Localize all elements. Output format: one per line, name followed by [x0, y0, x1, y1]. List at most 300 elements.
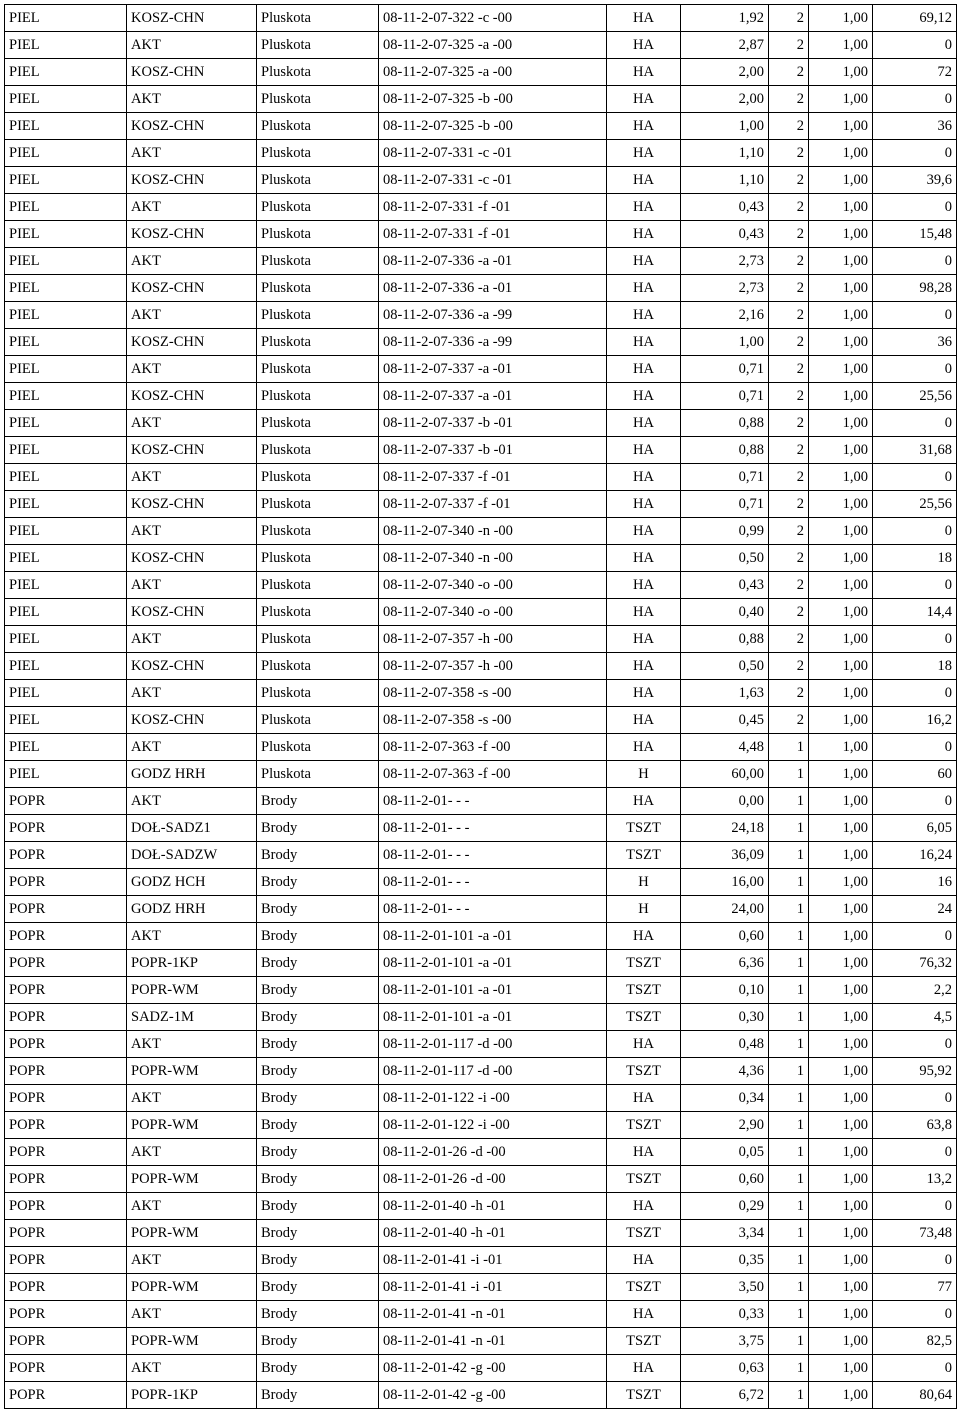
- coefficient-cell: 1,00: [809, 653, 873, 680]
- quantity-cell: 2,16: [681, 302, 769, 329]
- category-cell: POPR: [5, 842, 127, 869]
- category-cell: POPR: [5, 1247, 127, 1274]
- count-cell: 2: [769, 599, 809, 626]
- category-cell: PIEL: [5, 383, 127, 410]
- coefficient-cell: 1,00: [809, 1166, 873, 1193]
- forest-unit-cell: Pluskota: [257, 383, 379, 410]
- forest-unit-cell: Pluskota: [257, 518, 379, 545]
- coefficient-cell: 1,00: [809, 977, 873, 1004]
- quantity-cell: 0,88: [681, 437, 769, 464]
- value-cell: 0: [873, 788, 957, 815]
- value-cell: 6,05: [873, 815, 957, 842]
- unit-cell: TSZT: [607, 1274, 681, 1301]
- unit-cell: HA: [607, 464, 681, 491]
- unit-cell: TSZT: [607, 842, 681, 869]
- value-cell: 25,56: [873, 383, 957, 410]
- unit-cell: HA: [607, 167, 681, 194]
- value-cell: 24: [873, 896, 957, 923]
- activity-code-cell: KOSZ-CHN: [127, 113, 257, 140]
- value-cell: 39,6: [873, 167, 957, 194]
- forest-unit-cell: Brody: [257, 1085, 379, 1112]
- quantity-cell: 1,10: [681, 167, 769, 194]
- coefficient-cell: 1,00: [809, 167, 873, 194]
- coefficient-cell: 1,00: [809, 869, 873, 896]
- unit-cell: HA: [607, 140, 681, 167]
- table-row: [5, 464, 957, 491]
- coefficient-cell: 1,00: [809, 356, 873, 383]
- forest-unit-cell: Brody: [257, 1247, 379, 1274]
- coefficient-cell: 1,00: [809, 950, 873, 977]
- table-row: [5, 1355, 957, 1382]
- category-cell: PIEL: [5, 491, 127, 518]
- forest-unit-cell: Pluskota: [257, 248, 379, 275]
- value-cell: 16: [873, 869, 957, 896]
- count-cell: 1: [769, 1166, 809, 1193]
- address-cell: 08-11-2-07-340 -o -00: [379, 572, 607, 599]
- unit-cell: TSZT: [607, 1166, 681, 1193]
- activity-code-cell: AKT: [127, 1085, 257, 1112]
- address-cell: 08-11-2-01-41 -i -01: [379, 1274, 607, 1301]
- count-cell: 2: [769, 32, 809, 59]
- value-cell: 76,32: [873, 950, 957, 977]
- table-row: [5, 356, 957, 383]
- address-cell: 08-11-2-07-357 -h -00: [379, 653, 607, 680]
- address-cell: 08-11-2-01-101 -a -01: [379, 977, 607, 1004]
- quantity-cell: 0,63: [681, 1355, 769, 1382]
- unit-cell: HA: [607, 626, 681, 653]
- coefficient-cell: 1,00: [809, 1193, 873, 1220]
- activity-code-cell: AKT: [127, 1193, 257, 1220]
- activity-code-cell: AKT: [127, 86, 257, 113]
- unit-cell: HA: [607, 1085, 681, 1112]
- quantity-cell: 2,87: [681, 32, 769, 59]
- value-cell: 63,8: [873, 1112, 957, 1139]
- unit-cell: H: [607, 761, 681, 788]
- category-cell: PIEL: [5, 167, 127, 194]
- value-cell: 0: [873, 356, 957, 383]
- address-cell: 08-11-2-07-336 -a -99: [379, 329, 607, 356]
- category-cell: POPR: [5, 1328, 127, 1355]
- address-cell: 08-11-2-01-26 -d -00: [379, 1166, 607, 1193]
- category-cell: PIEL: [5, 626, 127, 653]
- count-cell: 2: [769, 545, 809, 572]
- quantity-cell: 1,00: [681, 113, 769, 140]
- quantity-cell: 0,30: [681, 1004, 769, 1031]
- category-cell: POPR: [5, 896, 127, 923]
- quantity-cell: 1,00: [681, 329, 769, 356]
- forest-unit-cell: Pluskota: [257, 167, 379, 194]
- unit-cell: HA: [607, 734, 681, 761]
- coefficient-cell: 1,00: [809, 545, 873, 572]
- unit-cell: TSZT: [607, 1112, 681, 1139]
- quantity-cell: 0,33: [681, 1301, 769, 1328]
- coefficient-cell: 1,00: [809, 734, 873, 761]
- coefficient-cell: 1,00: [809, 59, 873, 86]
- forest-unit-cell: Pluskota: [257, 653, 379, 680]
- unit-cell: HA: [607, 86, 681, 113]
- forest-unit-cell: Pluskota: [257, 113, 379, 140]
- quantity-cell: 0,05: [681, 1139, 769, 1166]
- unit-cell: HA: [607, 1139, 681, 1166]
- value-cell: 0: [873, 572, 957, 599]
- table-row: [5, 1301, 957, 1328]
- table-row: [5, 437, 957, 464]
- quantity-cell: 0,60: [681, 1166, 769, 1193]
- category-cell: POPR: [5, 1058, 127, 1085]
- coefficient-cell: 1,00: [809, 437, 873, 464]
- value-cell: 0: [873, 1031, 957, 1058]
- address-cell: 08-11-2-01-117 -d -00: [379, 1058, 607, 1085]
- address-cell: 08-11-2-01-122 -i -00: [379, 1085, 607, 1112]
- coefficient-cell: 1,00: [809, 815, 873, 842]
- forest-unit-cell: Brody: [257, 1139, 379, 1166]
- forest-unit-cell: Pluskota: [257, 680, 379, 707]
- activity-code-cell: AKT: [127, 1247, 257, 1274]
- activity-code-cell: KOSZ-CHN: [127, 275, 257, 302]
- quantity-cell: 0,00: [681, 788, 769, 815]
- activity-code-cell: DOŁ-SADZ1: [127, 815, 257, 842]
- coefficient-cell: 1,00: [809, 518, 873, 545]
- unit-cell: HA: [607, 410, 681, 437]
- activity-code-cell: AKT: [127, 518, 257, 545]
- address-cell: 08-11-2-07-325 -a -00: [379, 59, 607, 86]
- address-cell: 08-11-2-07-337 -f -01: [379, 491, 607, 518]
- unit-cell: HA: [607, 788, 681, 815]
- forest-unit-cell: Brody: [257, 1355, 379, 1382]
- unit-cell: TSZT: [607, 1220, 681, 1247]
- table-row: [5, 599, 957, 626]
- address-cell: 08-11-2-01-42 -g -00: [379, 1382, 607, 1409]
- coefficient-cell: 1,00: [809, 383, 873, 410]
- quantity-cell: 0,35: [681, 1247, 769, 1274]
- activity-code-cell: AKT: [127, 356, 257, 383]
- unit-cell: HA: [607, 356, 681, 383]
- forest-unit-cell: Pluskota: [257, 437, 379, 464]
- table-row: [5, 1247, 957, 1274]
- unit-cell: HA: [607, 1031, 681, 1058]
- value-cell: 0: [873, 140, 957, 167]
- coefficient-cell: 1,00: [809, 221, 873, 248]
- forest-unit-cell: Pluskota: [257, 410, 379, 437]
- forest-unit-cell: Brody: [257, 1274, 379, 1301]
- quantity-cell: 0,45: [681, 707, 769, 734]
- category-cell: POPR: [5, 923, 127, 950]
- value-cell: 60: [873, 761, 957, 788]
- table-row: [5, 518, 957, 545]
- value-cell: 0: [873, 86, 957, 113]
- category-cell: POPR: [5, 869, 127, 896]
- address-cell: 08-11-2-01-101 -a -01: [379, 950, 607, 977]
- unit-cell: HA: [607, 1301, 681, 1328]
- activity-code-cell: AKT: [127, 1301, 257, 1328]
- quantity-cell: 4,36: [681, 1058, 769, 1085]
- coefficient-cell: 1,00: [809, 1328, 873, 1355]
- table-row: [5, 1220, 957, 1247]
- coefficient-cell: 1,00: [809, 1112, 873, 1139]
- address-cell: 08-11-2-07-337 -a -01: [379, 383, 607, 410]
- count-cell: 2: [769, 248, 809, 275]
- value-cell: 0: [873, 194, 957, 221]
- count-cell: 1: [769, 923, 809, 950]
- forest-unit-cell: Pluskota: [257, 5, 379, 32]
- count-cell: 2: [769, 653, 809, 680]
- table-row: [5, 1085, 957, 1112]
- count-cell: 1: [769, 1193, 809, 1220]
- table-row: [5, 1112, 957, 1139]
- unit-cell: HA: [607, 437, 681, 464]
- count-cell: 1: [769, 869, 809, 896]
- activity-code-cell: AKT: [127, 626, 257, 653]
- table-row: [5, 1328, 957, 1355]
- coefficient-cell: 1,00: [809, 1355, 873, 1382]
- value-cell: 0: [873, 1301, 957, 1328]
- unit-cell: TSZT: [607, 815, 681, 842]
- table-row: [5, 626, 957, 653]
- count-cell: 2: [769, 464, 809, 491]
- count-cell: 2: [769, 707, 809, 734]
- category-cell: PIEL: [5, 5, 127, 32]
- unit-cell: HA: [607, 248, 681, 275]
- unit-cell: HA: [607, 572, 681, 599]
- table-row: [5, 545, 957, 572]
- table-row: [5, 1274, 957, 1301]
- unit-cell: HA: [607, 383, 681, 410]
- address-cell: 08-11-2-07-340 -n -00: [379, 518, 607, 545]
- forest-unit-cell: Pluskota: [257, 194, 379, 221]
- forest-unit-cell: Pluskota: [257, 302, 379, 329]
- count-cell: 2: [769, 140, 809, 167]
- category-cell: PIEL: [5, 572, 127, 599]
- coefficient-cell: 1,00: [809, 275, 873, 302]
- coefficient-cell: 1,00: [809, 1220, 873, 1247]
- value-cell: 0: [873, 248, 957, 275]
- category-cell: PIEL: [5, 194, 127, 221]
- value-cell: 14,4: [873, 599, 957, 626]
- unit-cell: HA: [607, 1193, 681, 1220]
- quantity-cell: 16,00: [681, 869, 769, 896]
- activity-code-cell: AKT: [127, 1139, 257, 1166]
- address-cell: 08-11-2-07-325 -a -00: [379, 32, 607, 59]
- table-row: [5, 32, 957, 59]
- category-cell: POPR: [5, 1274, 127, 1301]
- table-row: [5, 950, 957, 977]
- forest-unit-cell: Brody: [257, 950, 379, 977]
- coefficient-cell: 1,00: [809, 896, 873, 923]
- table-row: [5, 383, 957, 410]
- coefficient-cell: 1,00: [809, 1031, 873, 1058]
- coefficient-cell: 1,00: [809, 1382, 873, 1409]
- unit-cell: HA: [607, 491, 681, 518]
- coefficient-cell: 1,00: [809, 86, 873, 113]
- value-cell: 2,2: [873, 977, 957, 1004]
- forest-unit-cell: Pluskota: [257, 734, 379, 761]
- forest-unit-cell: Pluskota: [257, 86, 379, 113]
- activity-code-cell: KOSZ-CHN: [127, 5, 257, 32]
- activity-code-cell: KOSZ-CHN: [127, 383, 257, 410]
- activity-code-cell: KOSZ-CHN: [127, 167, 257, 194]
- forest-unit-cell: Brody: [257, 842, 379, 869]
- forest-unit-cell: Pluskota: [257, 275, 379, 302]
- forest-unit-cell: Brody: [257, 1166, 379, 1193]
- activity-code-cell: AKT: [127, 1355, 257, 1382]
- value-cell: 72: [873, 59, 957, 86]
- activity-code-cell: AKT: [127, 572, 257, 599]
- category-cell: PIEL: [5, 113, 127, 140]
- value-cell: 15,48: [873, 221, 957, 248]
- activity-code-cell: POPR-1KP: [127, 1382, 257, 1409]
- quantity-cell: 0,71: [681, 356, 769, 383]
- activity-code-cell: POPR-WM: [127, 1112, 257, 1139]
- unit-cell: HA: [607, 59, 681, 86]
- table-row: [5, 1193, 957, 1220]
- address-cell: 08-11-2-07-340 -o -00: [379, 599, 607, 626]
- activity-code-cell: POPR-WM: [127, 977, 257, 1004]
- category-cell: POPR: [5, 1301, 127, 1328]
- count-cell: 2: [769, 302, 809, 329]
- table-row: [5, 302, 957, 329]
- value-cell: 0: [873, 1193, 957, 1220]
- value-cell: 0: [873, 410, 957, 437]
- activity-code-cell: GODZ HRH: [127, 761, 257, 788]
- table-row: [5, 86, 957, 113]
- count-cell: 2: [769, 167, 809, 194]
- forest-unit-cell: Pluskota: [257, 626, 379, 653]
- quantity-cell: 0,71: [681, 491, 769, 518]
- table-row: [5, 869, 957, 896]
- quantity-cell: 1,63: [681, 680, 769, 707]
- forest-unit-cell: Brody: [257, 1112, 379, 1139]
- address-cell: 08-11-2-01-122 -i -00: [379, 1112, 607, 1139]
- table-row: [5, 923, 957, 950]
- unit-cell: TSZT: [607, 1058, 681, 1085]
- count-cell: 2: [769, 410, 809, 437]
- unit-cell: HA: [607, 923, 681, 950]
- count-cell: 1: [769, 1031, 809, 1058]
- activity-code-cell: POPR-WM: [127, 1220, 257, 1247]
- address-cell: 08-11-2-01-41 -n -01: [379, 1328, 607, 1355]
- coefficient-cell: 1,00: [809, 626, 873, 653]
- coefficient-cell: 1,00: [809, 302, 873, 329]
- activity-code-cell: KOSZ-CHN: [127, 329, 257, 356]
- value-cell: 0: [873, 1085, 957, 1112]
- count-cell: 1: [769, 1058, 809, 1085]
- count-cell: 2: [769, 5, 809, 32]
- address-cell: 08-11-2-07-322 -c -00: [379, 5, 607, 32]
- quantity-cell: 1,92: [681, 5, 769, 32]
- table-row: [5, 194, 957, 221]
- coefficient-cell: 1,00: [809, 464, 873, 491]
- activity-code-cell: AKT: [127, 410, 257, 437]
- value-cell: 0: [873, 32, 957, 59]
- count-cell: 1: [769, 896, 809, 923]
- quantity-cell: 24,18: [681, 815, 769, 842]
- table-row: [5, 734, 957, 761]
- coefficient-cell: 1,00: [809, 5, 873, 32]
- unit-cell: HA: [607, 518, 681, 545]
- activity-code-cell: AKT: [127, 680, 257, 707]
- forest-unit-cell: Brody: [257, 815, 379, 842]
- table-row: [5, 248, 957, 275]
- value-cell: 25,56: [873, 491, 957, 518]
- value-cell: 80,64: [873, 1382, 957, 1409]
- unit-cell: HA: [607, 194, 681, 221]
- address-cell: 08-11-2-07-325 -b -00: [379, 113, 607, 140]
- category-cell: POPR: [5, 977, 127, 1004]
- unit-cell: HA: [607, 32, 681, 59]
- address-cell: 08-11-2-01-40 -h -01: [379, 1220, 607, 1247]
- count-cell: 1: [769, 1355, 809, 1382]
- address-cell: 08-11-2-07-331 -f -01: [379, 194, 607, 221]
- table-row: [5, 1382, 957, 1409]
- category-cell: POPR: [5, 788, 127, 815]
- forest-unit-cell: Pluskota: [257, 464, 379, 491]
- unit-cell: HA: [607, 329, 681, 356]
- activity-code-cell: AKT: [127, 248, 257, 275]
- unit-cell: HA: [607, 707, 681, 734]
- coefficient-cell: 1,00: [809, 1004, 873, 1031]
- forest-unit-cell: Pluskota: [257, 32, 379, 59]
- quantity-cell: 0,60: [681, 923, 769, 950]
- category-cell: PIEL: [5, 248, 127, 275]
- quantity-cell: 4,48: [681, 734, 769, 761]
- table-row: [5, 653, 957, 680]
- category-cell: PIEL: [5, 140, 127, 167]
- count-cell: 2: [769, 626, 809, 653]
- unit-cell: HA: [607, 275, 681, 302]
- category-cell: PIEL: [5, 59, 127, 86]
- forest-unit-cell: Pluskota: [257, 707, 379, 734]
- count-cell: 2: [769, 572, 809, 599]
- address-cell: 08-11-2-01- - -: [379, 869, 607, 896]
- quantity-cell: 0,48: [681, 1031, 769, 1058]
- category-cell: PIEL: [5, 329, 127, 356]
- value-cell: 16,2: [873, 707, 957, 734]
- value-cell: 73,48: [873, 1220, 957, 1247]
- coefficient-cell: 1,00: [809, 194, 873, 221]
- quantity-cell: 0,71: [681, 383, 769, 410]
- value-cell: 18: [873, 653, 957, 680]
- count-cell: 2: [769, 680, 809, 707]
- forest-unit-cell: Brody: [257, 1031, 379, 1058]
- address-cell: 08-11-2-07-363 -f -00: [379, 734, 607, 761]
- value-cell: 98,28: [873, 275, 957, 302]
- coefficient-cell: 1,00: [809, 788, 873, 815]
- category-cell: PIEL: [5, 653, 127, 680]
- category-cell: POPR: [5, 1031, 127, 1058]
- category-cell: POPR: [5, 1382, 127, 1409]
- value-cell: 0: [873, 626, 957, 653]
- address-cell: 08-11-2-01-41 -i -01: [379, 1247, 607, 1274]
- quantity-cell: 0,10: [681, 977, 769, 1004]
- count-cell: 1: [769, 815, 809, 842]
- table-row: [5, 491, 957, 518]
- quantity-cell: 2,90: [681, 1112, 769, 1139]
- coefficient-cell: 1,00: [809, 1247, 873, 1274]
- address-cell: 08-11-2-01-40 -h -01: [379, 1193, 607, 1220]
- forest-unit-cell: Brody: [257, 1220, 379, 1247]
- forest-unit-cell: Brody: [257, 1058, 379, 1085]
- unit-cell: HA: [607, 1355, 681, 1382]
- unit-cell: HA: [607, 1247, 681, 1274]
- table-row: [5, 1166, 957, 1193]
- address-cell: 08-11-2-07-331 -f -01: [379, 221, 607, 248]
- quantity-cell: 0,43: [681, 221, 769, 248]
- activity-code-cell: KOSZ-CHN: [127, 545, 257, 572]
- value-cell: 0: [873, 923, 957, 950]
- category-cell: PIEL: [5, 302, 127, 329]
- count-cell: 1: [769, 734, 809, 761]
- category-cell: PIEL: [5, 437, 127, 464]
